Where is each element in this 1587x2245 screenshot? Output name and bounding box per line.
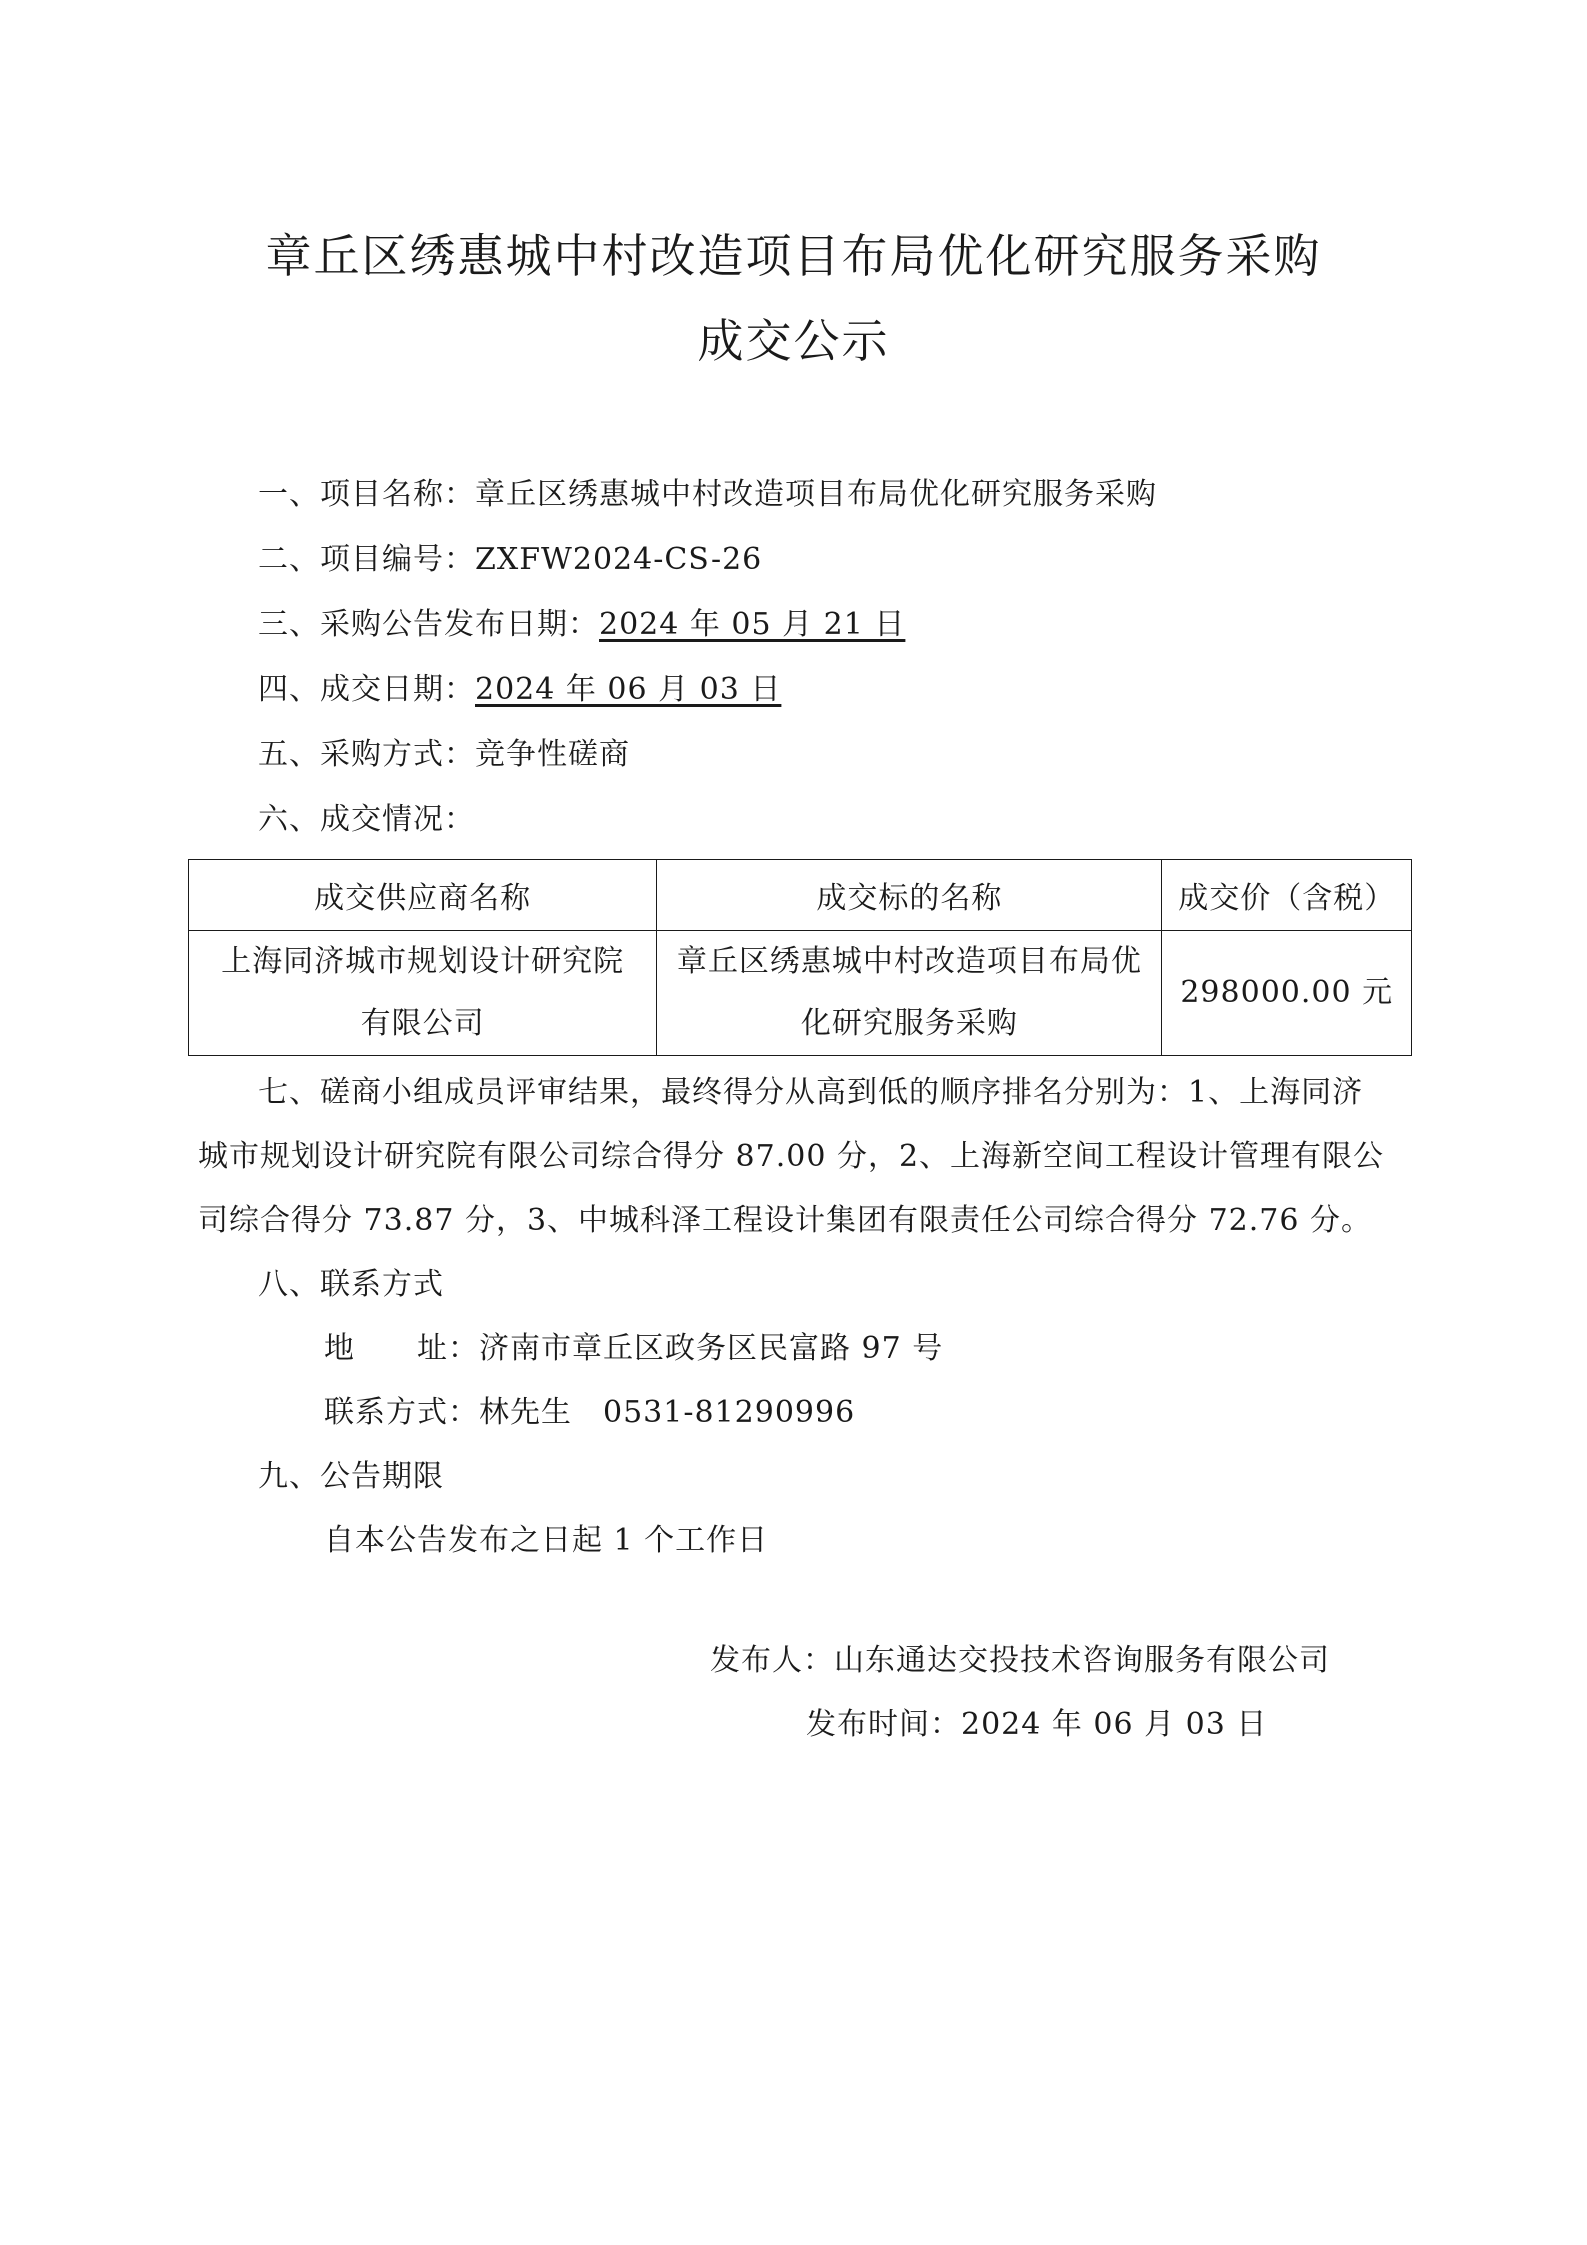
period-text: 自本公告发布之日起 1 个工作日 [324, 1523, 769, 1558]
cell-supplier [189, 931, 657, 1056]
address-label: 地 址： [324, 1331, 479, 1366]
review-line-3: 司综合得分 73.87 分，3、中城科泽工程设计集团有限责任公司综合得分 72.76 分。 [198, 1203, 1372, 1238]
method-label: 五、采购方式： [258, 737, 475, 772]
publish-date-row [258, 607, 906, 642]
header-subject: 成交标的名称 [657, 860, 1162, 931]
header-supplier: 成交供应商名称 [189, 860, 657, 931]
project-name-row [258, 477, 1157, 512]
header-price: 成交价（含税） [1162, 860, 1412, 931]
deal-date-row [258, 672, 782, 707]
cell-price: 298000.00 元 [1162, 931, 1412, 1056]
publisher-label: 发布人： [710, 1643, 834, 1678]
award-table [188, 859, 1412, 1056]
subject-line-2: 化研究服务采购 [800, 1006, 1018, 1041]
project-name-label: 一、项目名称： [258, 477, 475, 512]
publisher-name: 山东通达交投技术咨询服务有限公司 [834, 1643, 1330, 1678]
publish-time-label: 发布时间： [806, 1707, 961, 1742]
deal-date-value: 2024 年 06 月 03 日 [475, 672, 782, 707]
result-heading: 六、成交情况： [258, 802, 475, 837]
review-line-1: 七、磋商小组成员评审结果，最终得分从高到低的顺序排名分别为：1、上海同济 [258, 1075, 1364, 1110]
contact-heading: 八、联系方式 [258, 1267, 444, 1302]
project-name-value: 章丘区绣惠城中村改造项目布局优化研究服务采购 [475, 477, 1157, 512]
project-no-label: 二、项目编号： [258, 542, 475, 577]
cell-subject [657, 931, 1162, 1056]
publisher-row [710, 1643, 1330, 1678]
address-row [324, 1331, 944, 1366]
contact-label: 联系方式： [324, 1395, 479, 1430]
publish-date-value: 2024 年 05 月 21 日 [599, 607, 906, 642]
project-no-value: ZXFW2024-CS-26 [475, 542, 763, 577]
contact-row [324, 1395, 856, 1430]
address-value: 济南市章丘区政务区民富路 97 号 [479, 1331, 944, 1366]
publish-time-value: 2024 年 06 月 03 日 [961, 1707, 1268, 1742]
method-value: 竞争性磋商 [475, 737, 630, 772]
table-header-row [189, 860, 1412, 931]
title-line-1: 章丘区绣惠城中村改造项目布局优化研究服务采购 [265, 229, 1322, 283]
publish-time-row [806, 1707, 1268, 1742]
project-no-row [258, 542, 763, 577]
supplier-line-2: 有限公司 [360, 1006, 485, 1041]
subject-line-1: 章丘区绣惠城中村改造项目布局优 [676, 944, 1142, 979]
method-row [258, 737, 630, 772]
table-row [189, 931, 1412, 1056]
period-heading: 九、公告期限 [258, 1459, 444, 1494]
review-line-2: 城市规划设计研究院有限公司综合得分 87.00 分，2、上海新空间工程设计管理有限公 [198, 1139, 1385, 1174]
title-line-2: 成交公示 [697, 314, 890, 368]
contact-value: 林先生 0531-81290996 [479, 1395, 856, 1430]
publish-date-label: 三、采购公告发布日期： [258, 607, 599, 642]
deal-date-label: 四、成交日期： [258, 672, 475, 707]
supplier-line-1: 上海同济城市规划设计研究院 [221, 944, 625, 979]
